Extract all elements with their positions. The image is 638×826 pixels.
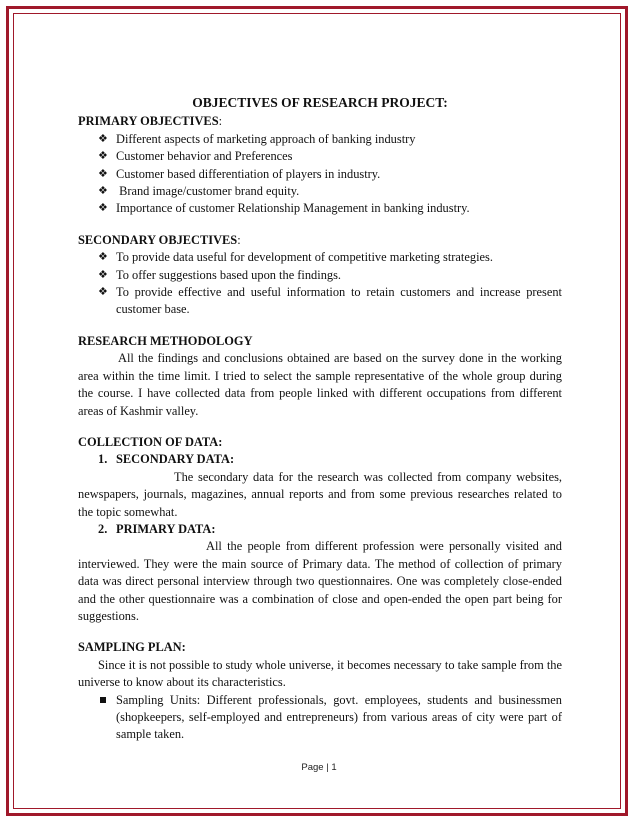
primary-objectives-heading: PRIMARY OBJECTIVES: [78, 114, 223, 129]
secondary-objectives-list [78, 249, 562, 319]
document-title: OBJECTIVES OF RESEARCH PROJECT: [192, 95, 448, 110]
diamond-bullet-icon: ❖ [98, 202, 108, 215]
secondary-data-text: The secondary data for the research was collected from company websites, newspapers, journals, magazines, annual reports and from some previous researches related to the topic somewhat. [78, 469, 562, 519]
primary-data-text: All the people from different profession were personally visited and interviewed. They were the main source of Primary data. The method of collection of primary data was direct personal interview through two questionnaires. One was completely close-ended and the other questionnaire was a combination of close and open-ended the open part being for suggestions. [78, 539, 562, 623]
list-item: ❖ Customer based differentiation of players in industry. [98, 166, 562, 183]
list-item: ❖ To provide data useful for development of competitive marketing strategies. [98, 249, 562, 266]
document-body [78, 94, 562, 744]
square-bullet-icon [100, 697, 106, 703]
diamond-bullet-icon: ❖ [98, 251, 108, 264]
methodology-text: All the findings and conclusions obtained are based on the survey done in the working area within the time limit. I tried to select the sample representative of the whole group during the course. I have collected data from people linked with different occupations from different areas of Kashmir valley. [78, 351, 562, 418]
diamond-bullet-icon: ❖ [98, 185, 108, 198]
list-item: ❖ Brand image/customer brand equity. [98, 183, 562, 200]
methodology-heading: RESEARCH METHODOLOGY [78, 333, 253, 348]
page-footer: Page | 1 [301, 762, 337, 773]
diamond-bullet-icon: ❖ [98, 268, 108, 281]
list-item: ❖ Customer behavior and Preferences [98, 148, 562, 165]
list-item: ❖ To provide effective and useful information to retain customers and increase present customer base. [98, 285, 562, 317]
list-item: ❖ Importance of customer Relationship Management in banking industry. [98, 200, 562, 217]
sampling-heading: SAMPLING PLAN: [78, 640, 186, 655]
collection-heading: COLLECTION OF DATA: [78, 434, 223, 449]
diamond-bullet-icon: ❖ [98, 132, 108, 145]
diamond-bullet-icon: ❖ [98, 167, 108, 180]
list-item: ❖ Different aspects of marketing approach of banking industry [98, 131, 562, 148]
diamond-bullet-icon: ❖ [98, 286, 108, 299]
secondary-data-heading: 1. SECONDARY DATA: [98, 452, 235, 467]
primary-data-heading: 2. PRIMARY DATA: [98, 521, 216, 536]
primary-objectives-list [78, 131, 562, 218]
list-item: Sampling Units: Different professionals, govt. employees, students and businessmen (shopkeepers, self-employed and entrepreneurs) from various areas of city were part of sample taken. [98, 692, 562, 744]
diamond-bullet-icon: ❖ [98, 150, 108, 163]
secondary-objectives-heading: SECONDARY OBJECTIVES: [78, 232, 241, 247]
list-item: ❖ To offer suggestions based upon the findings. [98, 267, 562, 284]
sampling-text: Since it is not possible to study whole universe, it becomes necessary to take sample from the universe to know about its characteristics. [78, 657, 562, 690]
sampling-list [78, 692, 562, 744]
